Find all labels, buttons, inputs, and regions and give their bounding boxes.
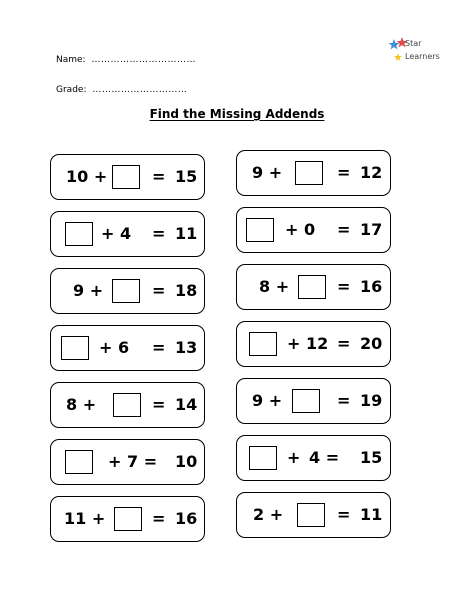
equals: =	[152, 338, 166, 357]
problem-card	[236, 435, 391, 481]
problem-card	[50, 439, 205, 485]
problem-left: + 12	[287, 334, 329, 353]
equals: =	[152, 509, 166, 528]
problem-left: 8 +	[259, 277, 290, 296]
problem-left: +	[108, 452, 122, 471]
answer-box[interactable]	[114, 507, 142, 531]
problem-card	[50, 325, 205, 371]
name-label: Name:	[56, 55, 86, 65]
problem-left: + 0	[285, 220, 316, 239]
problem-result: 17	[360, 220, 383, 239]
answer-box[interactable]	[295, 161, 323, 185]
equals: =	[337, 505, 351, 524]
problem-result: 15	[175, 167, 198, 186]
problem-left: 11 +	[64, 509, 106, 528]
problem-card	[50, 211, 205, 257]
equals: =	[152, 224, 166, 243]
problem-result: 12	[360, 163, 383, 182]
problem-result: 14	[175, 395, 198, 414]
problem-card	[50, 382, 205, 428]
answer-box[interactable]	[246, 218, 274, 242]
logo-text-learners: Learners	[405, 52, 440, 61]
name-line	[56, 55, 196, 65]
equals: =	[152, 395, 166, 414]
problem-left: 9 +	[252, 163, 283, 182]
problem-result: 11	[175, 224, 198, 243]
problem-result: 20	[360, 334, 383, 353]
problem-left: 10 +	[66, 167, 108, 186]
equals: =	[337, 391, 351, 410]
problem-result: 13	[175, 338, 198, 357]
problem-result: 16	[360, 277, 383, 296]
answer-box[interactable]	[249, 332, 277, 356]
logo-text-star: Star	[405, 39, 422, 48]
problem-card	[236, 378, 391, 424]
problem-result: 16	[175, 509, 198, 528]
equals: =	[337, 220, 351, 239]
answer-box[interactable]	[298, 275, 326, 299]
equals: =	[152, 167, 166, 186]
answer-box[interactable]	[297, 503, 325, 527]
answer-box[interactable]	[249, 446, 277, 470]
answer-box[interactable]	[112, 279, 140, 303]
grade-label: Grade:	[56, 85, 87, 95]
answer-box[interactable]	[61, 336, 89, 360]
problem-left: + 6	[99, 338, 130, 357]
problem-left: 2 +	[253, 505, 284, 524]
problem-card	[236, 150, 391, 196]
grade-line	[56, 85, 187, 95]
problem-result: 19	[360, 391, 383, 410]
problem-left: + 4	[101, 224, 132, 243]
answer-box[interactable]	[113, 393, 141, 417]
problem-result: 11	[360, 505, 383, 524]
problem-card	[236, 207, 391, 253]
equals: 7 =	[127, 452, 158, 471]
grade-field: …………………………	[92, 85, 188, 95]
answer-box[interactable]	[65, 222, 93, 246]
problem-left: +	[287, 448, 301, 467]
problem-result: 10	[175, 452, 198, 471]
problem-result: 15	[360, 448, 383, 467]
equals: =	[337, 277, 351, 296]
answer-box[interactable]	[112, 165, 140, 189]
problem-card	[50, 154, 205, 200]
equals: 4 =	[309, 448, 340, 467]
answer-box[interactable]	[292, 389, 320, 413]
equals: =	[152, 281, 166, 300]
star-learners-logo	[388, 36, 448, 76]
problem-card	[236, 264, 391, 310]
name-field: ……………………………	[91, 55, 196, 65]
answer-box[interactable]	[65, 450, 93, 474]
problem-left: 9 +	[73, 281, 104, 300]
problem-card	[50, 496, 205, 542]
problem-card	[50, 268, 205, 314]
worksheet-title: Find the Missing Addends	[149, 107, 325, 121]
equals: =	[337, 163, 351, 182]
problem-left: 8 +	[66, 395, 97, 414]
problem-card	[236, 492, 391, 538]
problem-result: 18	[175, 281, 198, 300]
equals: =	[337, 334, 351, 353]
problem-left: 9 +	[252, 391, 283, 410]
problem-card	[236, 321, 391, 367]
